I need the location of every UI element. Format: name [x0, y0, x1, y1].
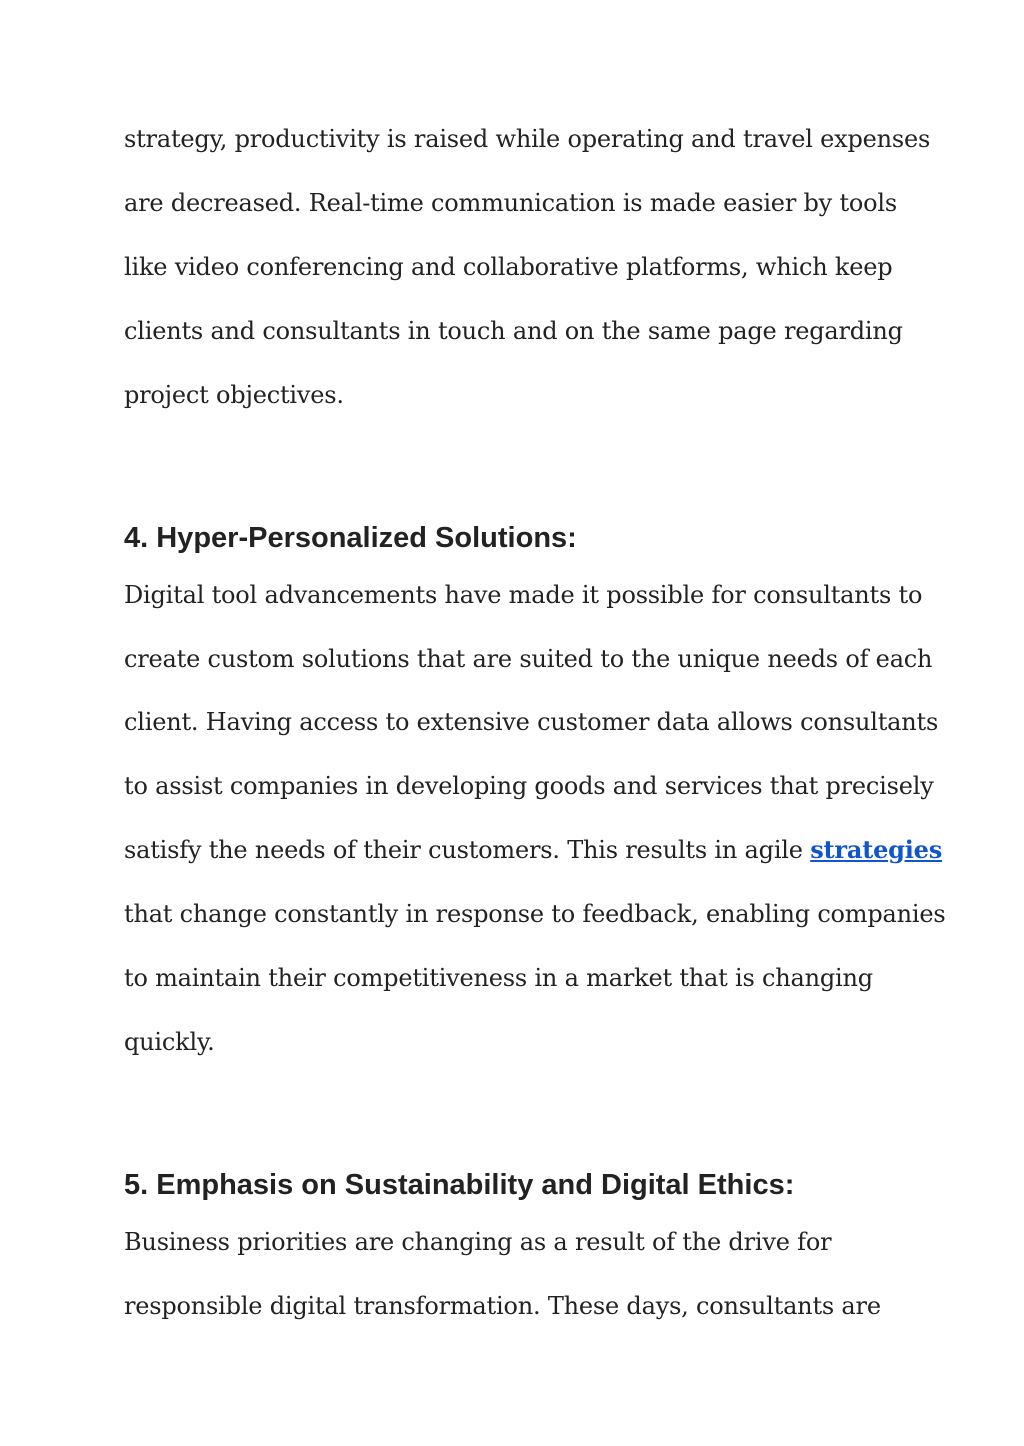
intro-line-5: project objectives. — [124, 381, 344, 409]
strategies-link[interactable]: strategies — [810, 835, 943, 864]
section-5-line-2: responsible digital transformation. These days, consultants are — [124, 1292, 881, 1320]
section-5-heading: 5. Emphasis on Sustainability and Digital Ethics: — [124, 1169, 795, 1201]
section-4-line-6: that change constantly in response to feedback, enabling companies — [124, 900, 946, 928]
section-4-line-1: Digital tool advancements have made it possible for consultants to — [124, 581, 923, 609]
section-4-line-4: to assist companies in developing goods and services that precisely — [124, 772, 934, 800]
section-4-line-2: create custom solutions that are suited to the unique needs of each — [124, 645, 933, 673]
section-4-line-3: client. Having access to extensive customer data allows consultants — [124, 708, 939, 736]
intro-line-4: clients and consultants in touch and on the same page regarding — [124, 317, 903, 345]
intro-line-2: are decreased. Real-time communication is made easier by tools — [124, 189, 898, 217]
intro-line-3: like video conferencing and collaborative platforms, which keep — [124, 253, 893, 281]
section-4-line-7: to maintain their competitiveness in a market that is changing — [124, 964, 873, 992]
section-4-heading: 4. Hyper-Personalized Solutions: — [124, 522, 577, 554]
section-4-line-8: quickly. — [124, 1028, 215, 1056]
section-5-line-1: Business priorities are changing as a result of the drive for — [124, 1228, 832, 1256]
intro-line-1: strategy, productivity is raised while operating and travel expenses — [124, 125, 931, 153]
section-4-line-5-text: satisfy the needs of their customers. This results in agile — [124, 836, 811, 864]
section-4-line-5 — [124, 835, 942, 865]
